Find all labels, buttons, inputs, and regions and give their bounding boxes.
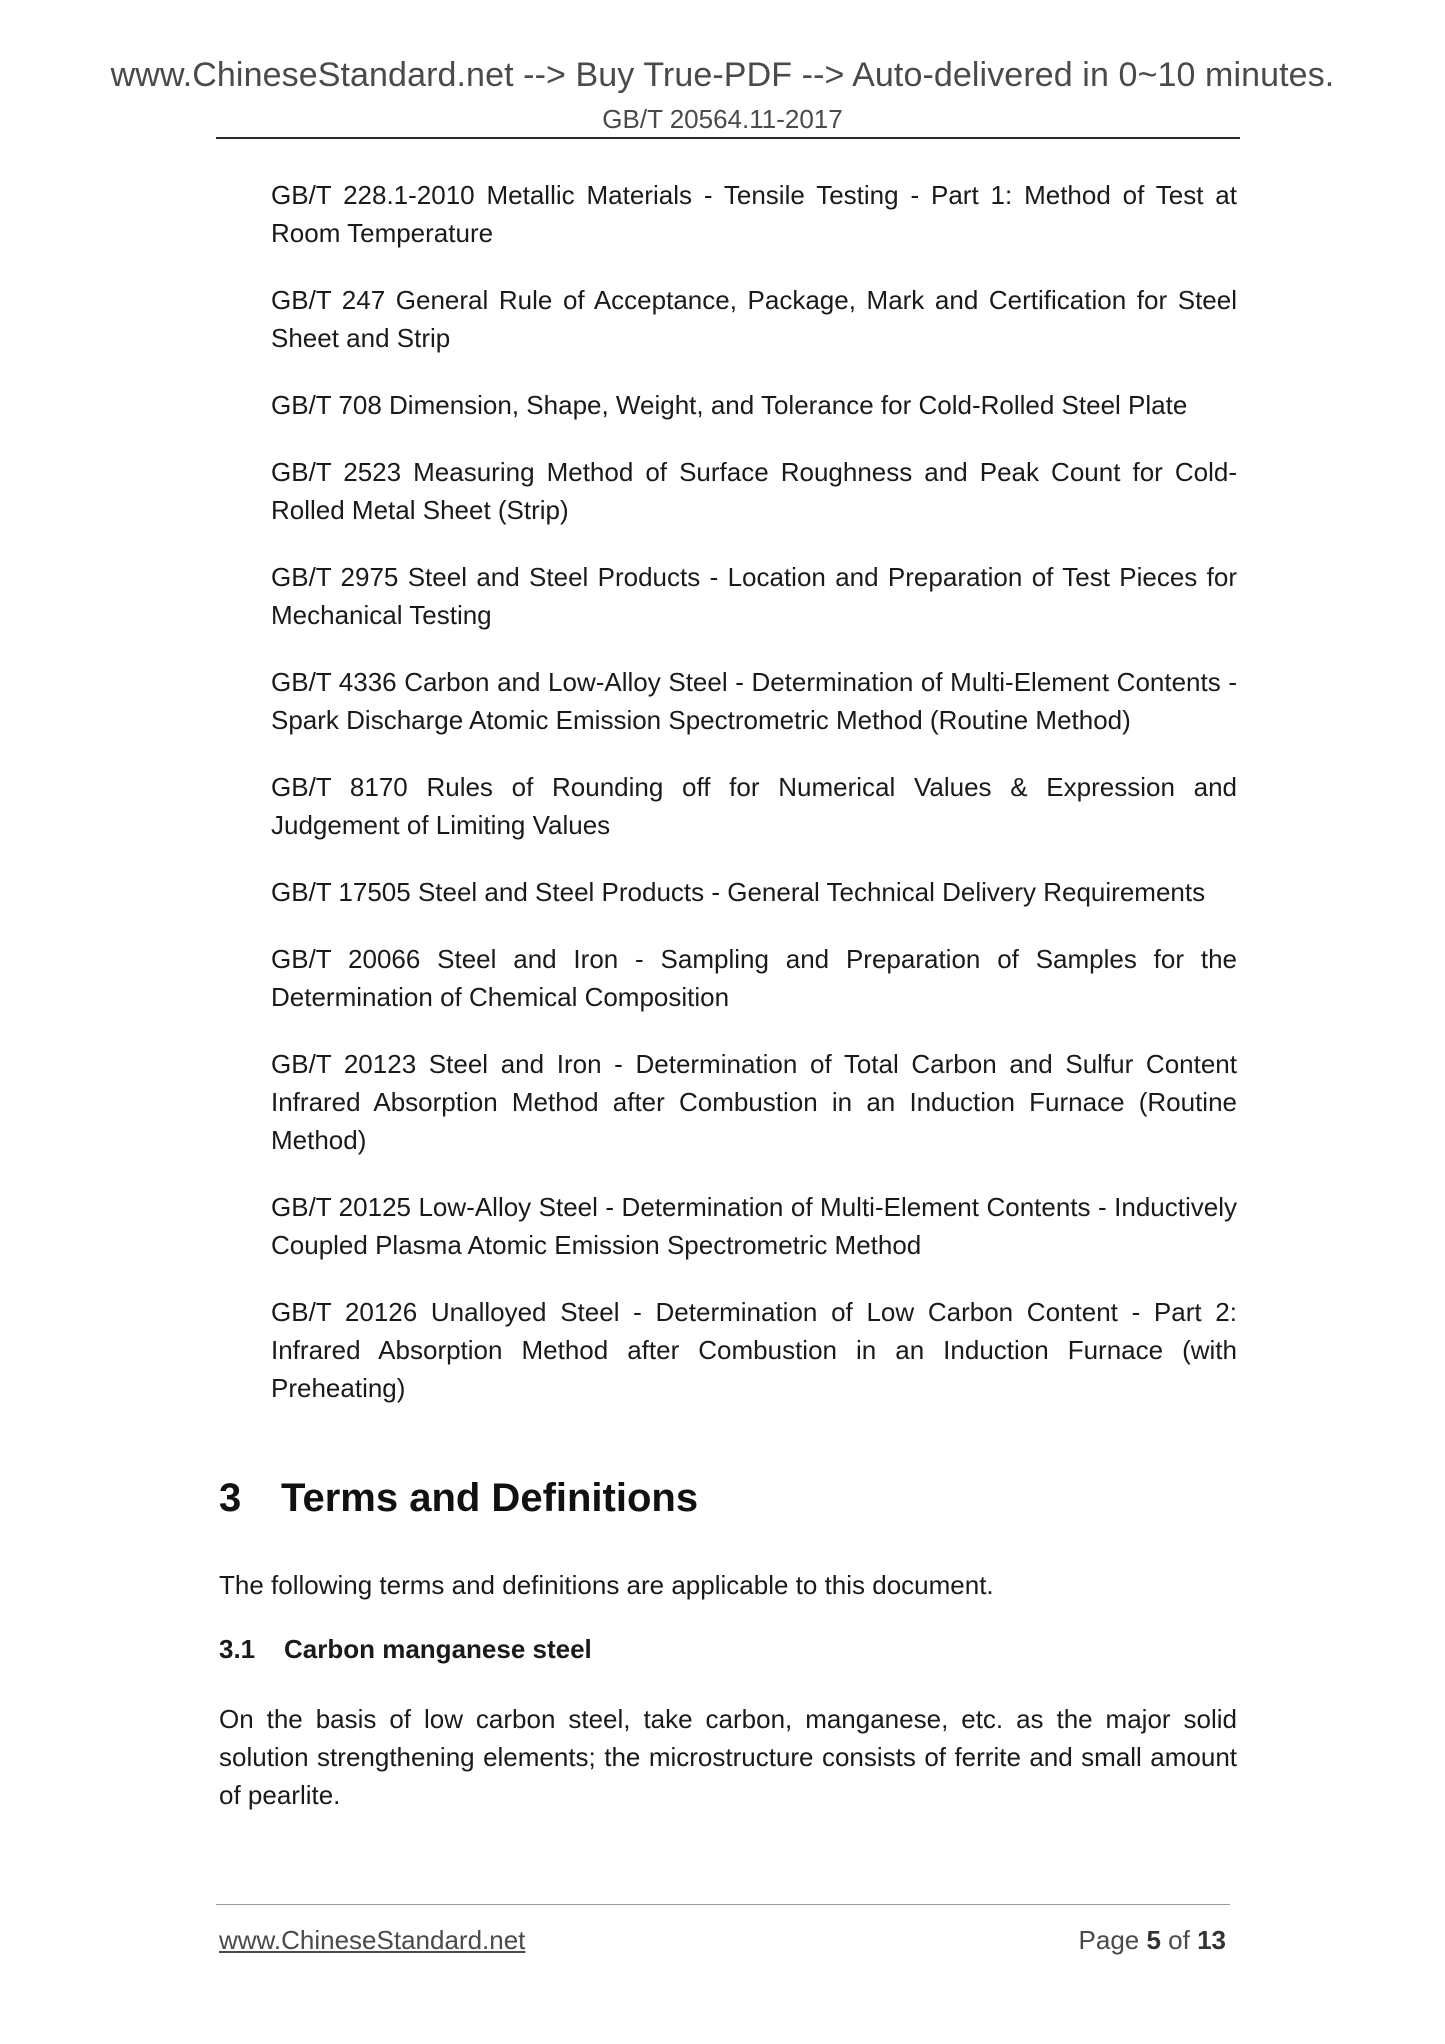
- header-banner: www.ChineseStandard.net --> Buy True-PDF --> Auto-delivered in 0~10 minutes.: [110, 56, 1335, 94]
- reference-item: GB/T 20126 Unalloyed Steel - Determination of Low Carbon Content - Part 2: Infrared Absorption Method after Combustion in an Induction Furnace (with Preheating): [271, 1297, 1237, 1403]
- page-prefix: Page: [1078, 1925, 1147, 1955]
- reference-item: GB/T 4336 Carbon and Low-Alloy Steel - Determination of Multi-Element Contents -Spark Discharge Atomic Emission Spectrometric Method (Routine Method): [271, 667, 1237, 735]
- page-number: [1079, 1925, 1226, 1956]
- section-heading: [219, 1476, 698, 1521]
- reference-item: GB/T 20123 Steel and Iron - Determination of Total Carbon and Sulfur Content Infrared Absorption Method after Combustion in an Induction Furnace (Routine Method): [271, 1049, 1237, 1155]
- reference-item: GB/T 20066 Steel and Iron - Sampling and Preparation of Samples for the Determination of Chemical Composition: [271, 944, 1237, 1012]
- subsection-heading: [219, 1634, 592, 1665]
- document-id: GB/T 20564.11-2017: [602, 104, 843, 134]
- reference-item: GB/T 2523 Measuring Method of Surface Roughness and Peak Count for Cold-Rolled Metal Sheet (Strip): [271, 457, 1237, 525]
- subsection-number: 3.1: [219, 1634, 256, 1664]
- definition-text: On the basis of low carbon steel, take carbon, manganese, etc. as the major solid solution strengthening elements; the microstructure consists of ferrite and small amount of pearlite.: [219, 1704, 1237, 1810]
- section-number: 3: [219, 1476, 242, 1520]
- normative-references-list: [271, 176, 1237, 1436]
- reference-item: GB/T 228.1-2010 Metallic Materials - Tensile Testing - Part 1: Method of Test at Room Temperature: [271, 180, 1237, 248]
- footer-site-link[interactable]: www.ChineseStandard.net: [219, 1925, 526, 1955]
- reference-item: GB/T 2975 Steel and Steel Products - Location and Preparation of Test Pieces for Mechanical Testing: [271, 562, 1237, 630]
- page-current: 5: [1146, 1925, 1161, 1955]
- subsection-title: Carbon manganese steel: [284, 1634, 592, 1664]
- section-title: Terms and Definitions: [281, 1476, 699, 1520]
- page-separator: of: [1160, 1925, 1198, 1955]
- section-intro: The following terms and definitions are applicable to this document.: [219, 1570, 994, 1600]
- footer-divider: [216, 1904, 1230, 1905]
- page-total: 13: [1197, 1925, 1226, 1955]
- reference-item: GB/T 708 Dimension, Shape, Weight, and Tolerance for Cold-Rolled Steel Plate: [271, 390, 1188, 420]
- header-divider: [216, 137, 1240, 139]
- reference-item: GB/T 17505 Steel and Steel Products - General Technical Delivery Requirements: [271, 877, 1206, 907]
- reference-item: GB/T 8170 Rules of Rounding off for Numerical Values & Expression and Judgement of Limiting Values: [271, 772, 1237, 840]
- reference-item: GB/T 20125 Low-Alloy Steel - Determination of Multi-Element Contents - Inductively Coupled Plasma Atomic Emission Spectrometric Method: [271, 1192, 1237, 1260]
- reference-item: GB/T 247 General Rule of Acceptance, Package, Mark and Certification for Steel Sheet and Strip: [271, 285, 1237, 353]
